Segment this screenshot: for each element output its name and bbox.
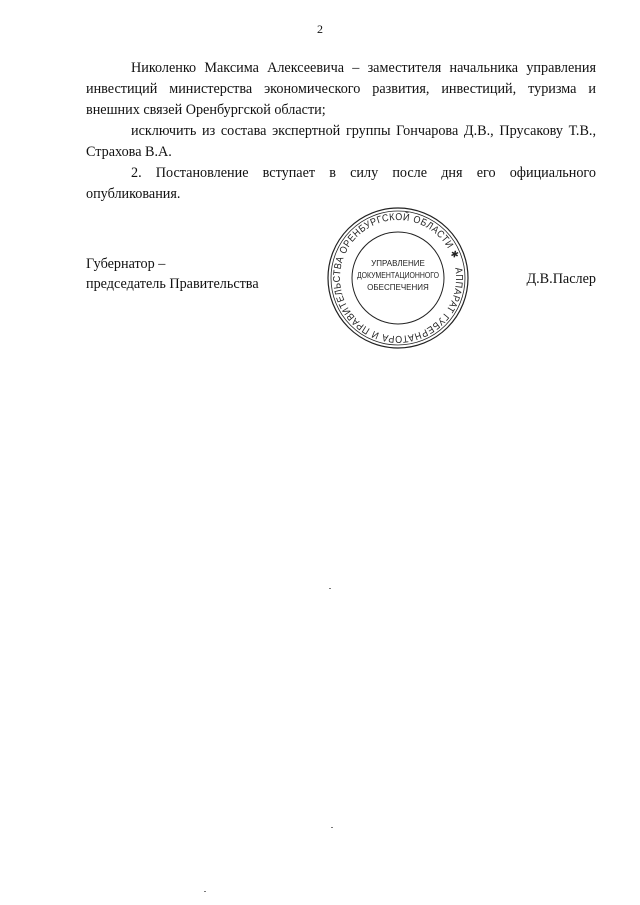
paragraph-3: 2. Постановление вступает в силу после дня его официального опубликования. <box>86 165 596 202</box>
paragraph-1: Николенко Максима Алексеевича – заместителя начальника управления инвестиций министерства экономического развития, инвестиций, туризма и внешних связей Оренбургской области; <box>86 60 596 118</box>
scan-speck <box>204 891 206 892</box>
signatory-name: Д.В.Паслер <box>526 271 596 287</box>
stamp-center-line1: УПРАВЛЕНИЕ <box>371 259 425 268</box>
stamp-center-line2: ДОКУМЕНТАЦИОННОГО <box>357 271 439 280</box>
official-stamp <box>325 205 471 351</box>
scan-speck <box>329 588 331 589</box>
signatory-position-line1: Губернатор – <box>86 256 166 272</box>
signatory-position <box>86 254 259 294</box>
signatory-position-line2: председатель Правительства <box>86 276 259 292</box>
stamp-ring-text: АППАРАТ ГУБЕРНАТОРА И ПРАВИТЕЛЬСТВА ОРЕНБУРГСКОЙ ОБЛАСТИ ✱ <box>331 211 465 345</box>
paragraph-2: исключить из состава экспертной группы Гончарова Д.В., Прусакову Т.В., Страхова В.А. <box>86 123 596 160</box>
stamp-center-line3: ОБЕСПЕЧЕНИЯ <box>367 283 429 292</box>
document-body <box>86 58 596 205</box>
page-number: 2 <box>317 22 323 36</box>
scan-speck <box>331 827 333 828</box>
